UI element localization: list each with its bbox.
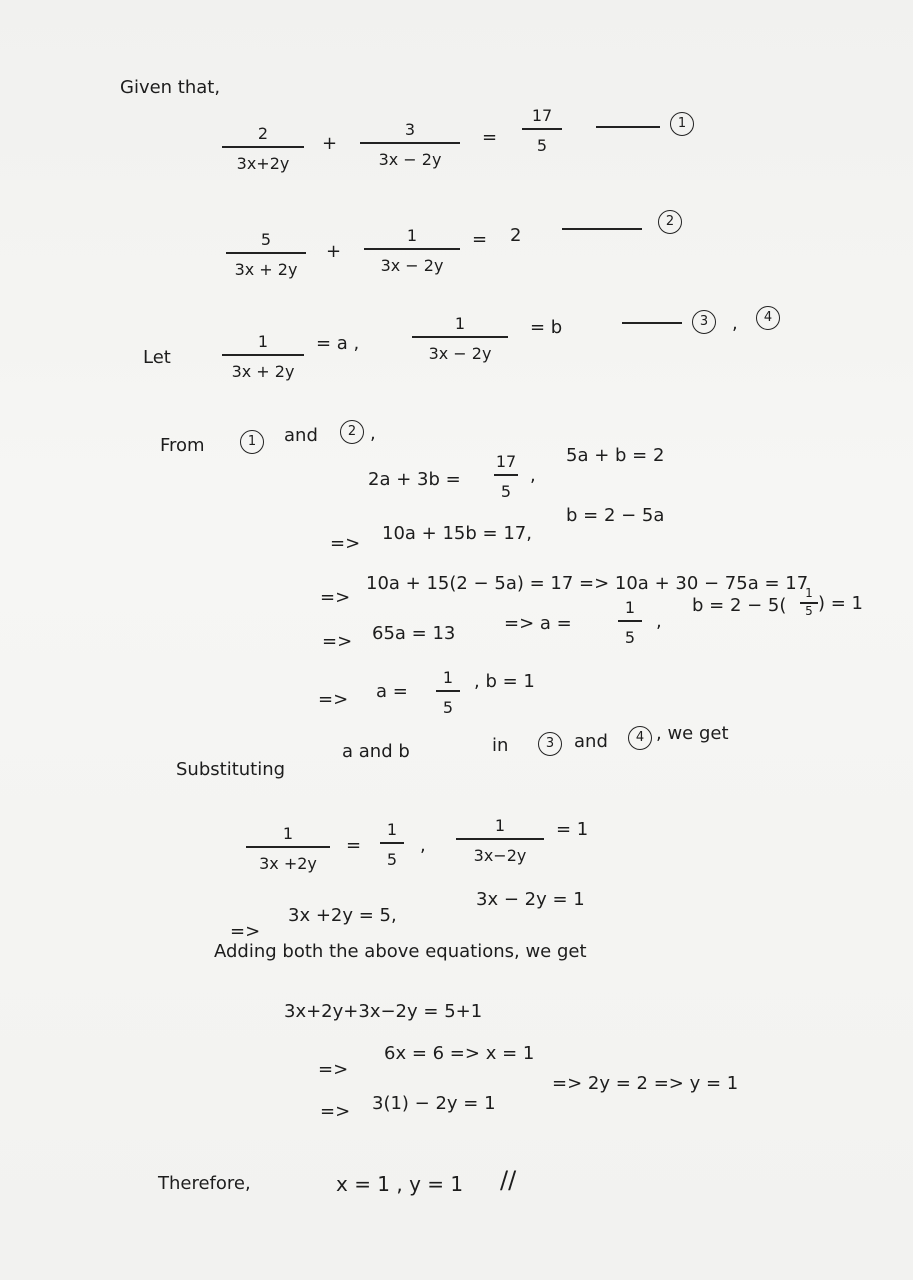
step3-arrow: => [322, 631, 353, 652]
step7-arrow: => [318, 1059, 349, 1080]
res-rhs-denominator: 5 [386, 850, 398, 869]
step4-right: , b = 1 [474, 671, 535, 692]
res-denominator-1: 3x +2y [259, 854, 317, 873]
step3-mid: => a = [504, 613, 572, 634]
let-denominator-a: 3x + 2y [231, 362, 295, 381]
step8-text: 3(1) − 2y = 1 [372, 1093, 496, 1114]
subst-in: in [492, 735, 509, 756]
subst-and: and [574, 731, 608, 752]
step1-arrow: => [330, 533, 361, 554]
subst-end: , we get [656, 723, 729, 744]
sys-comma: , [530, 465, 536, 486]
sys-right: 5a + b = 2 [566, 445, 665, 466]
let-numerator-b: 1 [454, 314, 466, 333]
step1-text: 10a + 15b = 17, [382, 523, 532, 544]
step6-text: 3x+2y+3x−2y = 5+1 [284, 1001, 483, 1022]
step3-numerator: 1 [624, 598, 636, 617]
eq2-equals: = [472, 229, 488, 250]
eq1-numerator-1: 2 [257, 124, 269, 143]
eq1-denominator-2: 3x − 2y [378, 150, 442, 169]
step2-text: 10a + 15(2 − 5a) = 17 => 10a + 30 − 75a = 17 [366, 573, 809, 594]
res-comma: , [420, 835, 426, 856]
intro-text: Given that, [120, 77, 221, 98]
final-mark: // [500, 1166, 517, 1194]
eq2-rhs: 2 [510, 225, 522, 246]
res-rhs-2: = 1 [556, 819, 589, 840]
step2-arrow: => [320, 587, 351, 608]
res-numerator-2: 1 [494, 816, 506, 835]
let-comma: , [732, 313, 738, 334]
step3-paren-numerator: 1 [805, 586, 813, 600]
eq1-denominator-1: 3x+2y [236, 154, 290, 173]
step4-numerator: 1 [442, 668, 454, 687]
eq1-rhs-denominator: 5 [536, 136, 548, 155]
subst-tag-4: 4 [628, 726, 652, 750]
final-label: Therefore, [158, 1173, 251, 1194]
res-numerator-1: 1 [282, 824, 294, 843]
sys-left: 2a + 3b = [368, 469, 461, 490]
step8-arrow: => [320, 1101, 351, 1122]
eq1-tag: 1 [670, 112, 694, 136]
eq2-plus: + [326, 241, 342, 262]
let-tag-3: 3 [692, 310, 716, 334]
eq2-numerator-2: 1 [406, 226, 418, 245]
adding-text: Adding both the above equations, we get [214, 941, 587, 962]
eq2-denominator-2: 3x − 2y [380, 256, 444, 275]
eq1-dash [596, 126, 660, 128]
step3-paren-denominator: 5 [805, 604, 813, 618]
eq2-dash [562, 228, 642, 230]
step5-left: 3x +2y = 5, [288, 905, 397, 926]
let-denominator-b: 3x − 2y [428, 344, 492, 363]
subst-ab: a and b [342, 741, 410, 762]
step4-arrow: => [318, 689, 349, 710]
eq2-tag: 2 [658, 210, 682, 234]
eq1-equals: = [482, 127, 498, 148]
step4-text: a = [376, 681, 408, 702]
eq1-plus: + [322, 133, 338, 154]
final-answer: x = 1 , y = 1 [336, 1172, 464, 1196]
eq1-rhs-numerator: 17 [531, 106, 553, 125]
from-tag-1: 1 [240, 430, 264, 454]
eq2-denominator-1: 3x + 2y [234, 260, 298, 279]
step8-right: => 2y = 2 => y = 1 [552, 1073, 739, 1094]
let-equals-a: = a , [316, 333, 360, 354]
step3-denominator: 5 [624, 628, 636, 647]
step5-arrow: => [230, 921, 261, 942]
step3-comma: , [656, 611, 662, 632]
let-label: Let [143, 347, 171, 368]
step7-text: 6x = 6 => x = 1 [384, 1043, 535, 1064]
let-tag-4: 4 [756, 306, 780, 330]
from-and: and [284, 425, 318, 446]
let-equals-b: = b [530, 317, 563, 338]
res-equals-1: = [346, 835, 362, 856]
eq2-numerator-1: 5 [260, 230, 272, 249]
step5-right: 3x − 2y = 1 [476, 889, 585, 910]
sys-numerator: 17 [495, 452, 517, 471]
step3-right-end: ) = 1 [818, 593, 863, 614]
sys-denominator: 5 [500, 482, 512, 501]
step3-right: b = 2 − 5( [692, 595, 787, 616]
let-dash [622, 322, 682, 324]
from-comma: , [370, 423, 376, 444]
res-denominator-2: 3x−2y [473, 846, 527, 865]
subst-tag-3: 3 [538, 732, 562, 756]
from-label: From [160, 435, 205, 456]
step4-denominator: 5 [442, 698, 454, 717]
let-numerator-a: 1 [257, 332, 269, 351]
step3-text: 65a = 13 [372, 623, 456, 644]
from-tag-2: 2 [340, 420, 364, 444]
subst-label: Substituting [176, 759, 286, 780]
res-rhs-numerator: 1 [386, 820, 398, 839]
eq1-numerator-2: 3 [404, 120, 416, 139]
step1-right: b = 2 − 5a [566, 505, 665, 526]
